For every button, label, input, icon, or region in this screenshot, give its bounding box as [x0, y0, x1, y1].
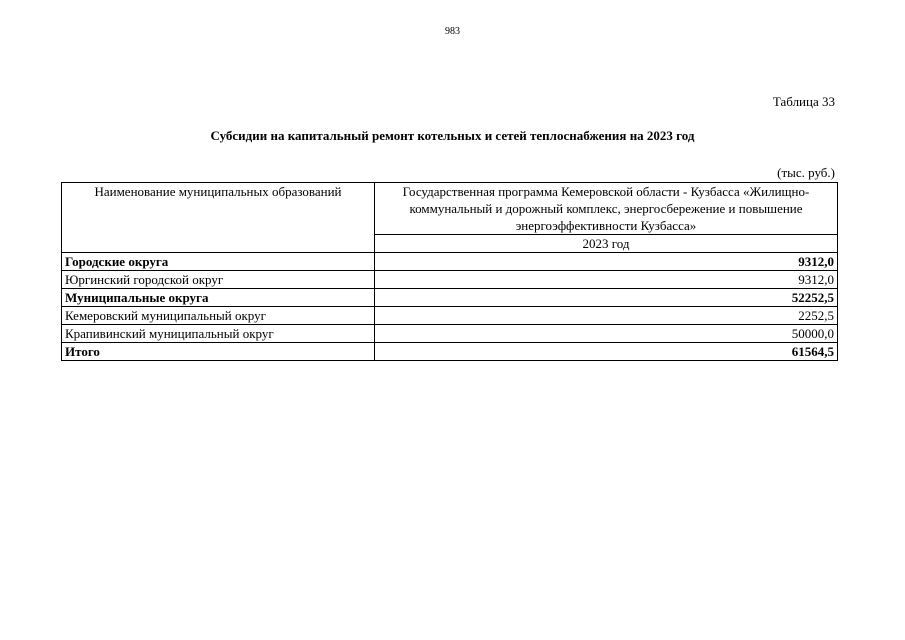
row-name: Юргинский городской округ — [62, 271, 375, 289]
table-row — [62, 325, 838, 343]
header-name-column: Наименование муниципальных образований — [62, 183, 375, 253]
table-row — [62, 307, 838, 325]
row-name: Кемеровский муниципальный округ — [62, 307, 375, 325]
row-value: 2252,5 — [375, 307, 838, 325]
page-number: 983 — [445, 26, 460, 37]
row-value: 61564,5 — [375, 343, 838, 361]
document-title: Субсидии на капитальный ремонт котельных и сетей теплоснабжения на 2023 год — [210, 128, 695, 143]
row-name: Крапивинский муниципальный округ — [62, 325, 375, 343]
row-name: Городские округа — [62, 253, 375, 271]
header-program: Государственная программа Кемеровской области - Кузбасса «Жилищно-коммунальный и дорожный комплекс, энергосбережение и повышение энергоэффективности Кузбасса» — [375, 183, 838, 235]
total-row — [62, 343, 838, 361]
table-row — [62, 289, 838, 307]
row-value: 9312,0 — [375, 271, 838, 289]
row-value: 9312,0 — [375, 253, 838, 271]
table-label: Таблица 33 — [772, 94, 835, 109]
row-value: 52252,5 — [375, 289, 838, 307]
header-year: 2023 год — [375, 235, 838, 253]
subsidy-table — [61, 182, 838, 361]
row-name: Муниципальные округа — [62, 289, 375, 307]
row-value: 50000,0 — [375, 325, 838, 343]
table-row — [62, 253, 838, 271]
table-row — [62, 271, 838, 289]
row-name: Итого — [62, 343, 375, 361]
units-label: (тыс. руб.) — [777, 165, 835, 180]
header-row — [62, 183, 838, 235]
